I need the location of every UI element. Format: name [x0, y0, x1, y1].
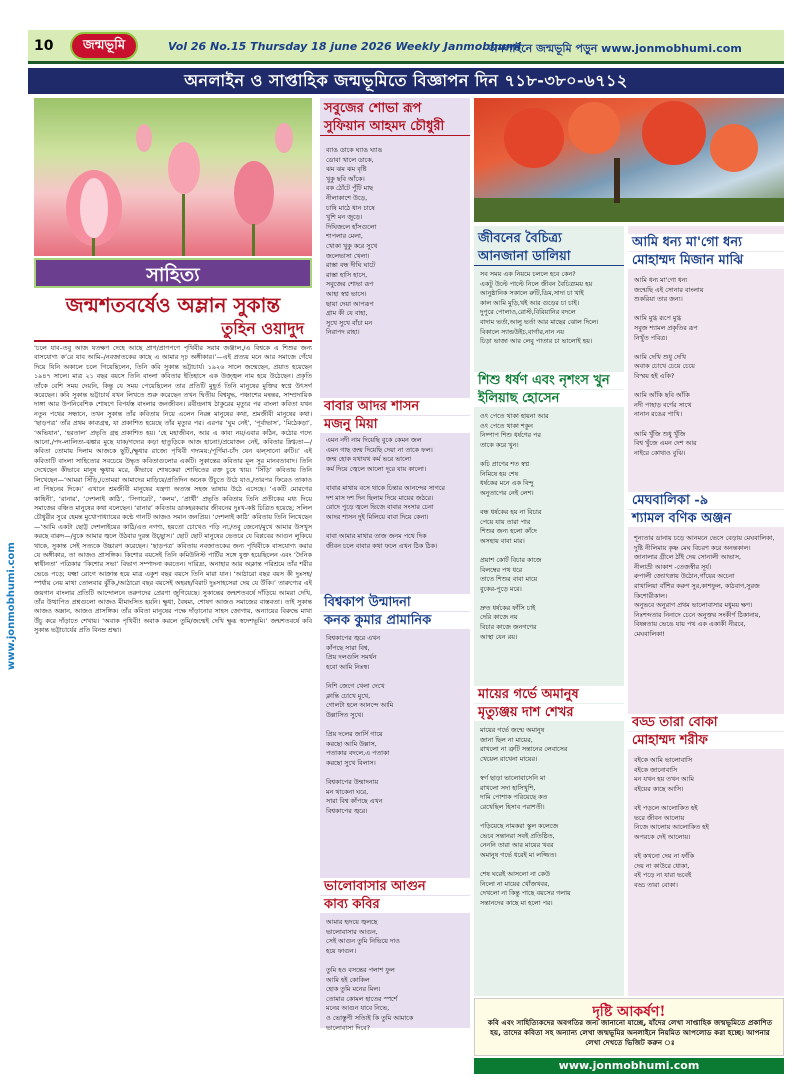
poem-author: সুফিয়ান আহমদ চৌধুরী	[320, 118, 470, 136]
poem-title: ভালোবাসার আগুন	[320, 878, 470, 895]
poem-title: আমি ধন্য মা'গো ধন্য	[628, 234, 784, 251]
poem-text: আমার হৃদয়ে জ্বলছে ভালোবাসার আগুন, সেই আগুন তুমি নিভিয়ে দাও হয়ে ফাগুন। তুমি হও বসন্তের পলাশ ফুল আমি হই কোকিল হোক তুমি মনের মিল। তোমার কোমল হাতের স্পর্শে মনের আগুন যাবে নিভে, ও ভোস্তুপী সত্যিই কি তুমি আমাকে ভালোবাসা দিবে?	[326, 918, 414, 1032]
poem-author: শ্যামল বণিক অঞ্জন	[628, 510, 784, 527]
poem-text: বিশ্বকাপের জ্বরে এখন কাঁপছে সারা বিশ্ব, প্রিয় দলগুলি সমর্থন হবো আমি নিঃস্ব। নিশি জেগে খেলা দেখে ক্লান্তি চোখে মুখে, গোলটা হলে আনন্দে আমি উল্লাসিত সুখে। প্রিয় দলের জার্সি গায়ে করছো আমি উল্লাস, পতাকার বদলে,এ পতাকা করছো সুখে বিলাস। বিশ্বকাপের উন্মাদনায় মন থাকেনা ঘরে, সারা বিশ্ব কাঁপছে এখন বিশ্বকাপের জ্বরে।	[326, 634, 394, 815]
poem-title: মায়ের গর্ভে অমানুষ	[474, 686, 624, 703]
poem-text: শূন্যতার ডানায় চড়ে আনমনে ভেসে বেড়ায় মেঘবালিকা, দুষ্টি নীলিমায় কৃষ্ণ মেঘ বিচরণ করে অনন্তকাল। জানালার গ্রীলে ঠাঁই দেয় সোনালী আভাস, নীলাভ্রী আকাশ -তেজস্বীর সূর্য। রুপালী জ্যোৎস্নায় উঠোন,গাঁয়ের অচেনা রাখালিয়া বাঁশির করুণ সুর,কাশফুল, কাঠবাগ,সুরজ কিশোরীকাল। অনুভবে অনুরাগ প্রথম ভালোবাসার মধুময় ক্ষণ। নিঃশব্দতার নিনাদে চেনে অনুক্তর সংকীর্ণ ঠিকানায়, বিষন্নতায় ভেঙে যায় পথ এক একাকী নীরবে, মেঘবালিকা!	[634, 534, 775, 638]
poem-text: বইকে আমি ভালোবাসি বইকে জানোবাসি মন যখন হয় তখন আমি বইয়ের কাছে আসি। বই পড়লে আলোকিত হই ভরে জীবন আলোয় নিজে আলোয় আলোকিত হই অপরকে দেই আলোয়। বই কখনো দেয় না ফাঁকি দেয় না কাউরে ধোকা, বই পড়ে না যারা ভবেই বড্ড তারা বোকা।	[634, 756, 709, 889]
poem-text: সব সময় এক নিয়মে চললে হবে কেন? একটু উল্টে পাল্টে নিলে জীবন বৈচিত্র্যময় হয় আনুষ্ঠানিক সকালে রুটি,ডিম,সাদা চা খাই কাল আমি মুড়ি,খই আর গুড়ের চা চাই। দুপুরে পোলাও,রোস্ট,বিরিয়ানির বদলে বাদাম ভর্তা,আলু ভর্তা আর মাছের ঝোল দিলে। বিকালে স্যান্ডউইচ,বার্গার,নান নয় চিড়া ভাজা আর লেবু পাতার চা ভালোই হয়।	[480, 270, 599, 346]
poem-author: আনজানা ডালিয়া	[474, 248, 624, 266]
footer-website-link[interactable]: www.jonmobhumi.com	[474, 1058, 784, 1074]
side-website-url: www.jonmobhumi.com	[6, 542, 17, 670]
poem-author: মোহাম্মদ মিজান মাঝি	[628, 252, 784, 269]
page-number: 10	[34, 38, 54, 54]
poem-author: মজনু মিয়া	[320, 416, 470, 433]
flame-tree-photo	[474, 98, 784, 222]
article-title: জন্মশতবর্ষেও অম্লান সুকান্ত	[65, 293, 281, 317]
lotus-photo	[34, 98, 312, 256]
newspaper-logo[interactable]: জন্মভূমি	[70, 32, 138, 60]
poem-text: ব্যাঙ ডাকে ঘ্যাঙ ঘ্যাঙ ডোবা খালে ডাকে, ঝম ঝম ঝম বৃষ্টি খুকু ছবি আঁকে। বক ঠোঁটে পুঁটি মাছ নীলাকাশে উড়ে, চাষি মাঠে ধান চাষে খুশি মন জুড়ে। দিঘিজলে হাঁসগুলো শাপলার মেলা, খোকা খুকু করে সুখে জলেভাসা খেলা। রাস্তা বন্ধ দীঘি ঘাটে রাস্তা হাসি হাসে, সবুজের শোভা রূপ আহা স্বপ্ন ভাসে। ছায়া দেয়া আপরূপ গ্রাম কী যে বাহা, সুখে সুখে বাঁচা মন নিরাপদ রাহা।	[326, 146, 383, 337]
poem-text: এমন নদী নাম দিয়েছি বুকে কেমন জল এমন গাছ জন্ম দিয়েছি দেয়া না তাকে ফল। জন্ম হোক যথাযথ কর্ম ভরে ভালো কর্ম দিয়ে জ্বেলে আলো দূরে যায় কালো। বাবার মাথায় বসে থাকে চিন্তার আনন্দের সাগরে দশ মাস দশ দিন ছিলাম দিয়ে মায়ের জঠরে। রোদে পুড়ে জ্বলে ভিজে বাবার সংসার চেনা আদর শাসন দুই মিলিয়ে বাবা দিয়ে কেনা। বাবা আমার মাথার তাজ জনম পথে দিক জীবন চলে বাবার কথা ফলে এখন ঠিক ঠিক।	[326, 436, 445, 550]
article-author: তুহিন ওয়াদুদ	[34, 318, 312, 342]
poem-title: বাবার আদর শাসন	[320, 398, 470, 415]
poem-author: মোহাম্মদ শরীফ	[628, 732, 784, 749]
poem-title: সবুজের শোভা রূপ	[324, 101, 422, 116]
poem-title: বিশ্বকাপ উন্মাদনা	[320, 594, 470, 611]
poem-author: মৃত্যুঞ্জয় দাশ শেখর	[474, 704, 624, 721]
poem-author: কনক কুমার প্রামানিক	[320, 612, 470, 629]
issue-info: Vol 26 No.15 Thursday 18 june 2026 Weekly Janmobhumi	[168, 40, 522, 53]
poem-title: জীবনের বৈচিত্র্য	[478, 231, 562, 246]
advertisement-banner: অনলাইন ও সাপ্তাহিক জন্মভূমিতে বিজ্ঞাপন দিন ৭১৮-৩৮০-৬৭১২	[28, 68, 784, 94]
poem-text: আমি ধন্য মা'গো ধন্য জন্মেছি এই সোনার বাংলায় শুকরিয়া তার জন্য। আমি মুগ্ধ রূপে মুগ্ধ সবুজ শ্যামল প্রকৃতির রূপ নিখুঁত পবিত্র। আমি দেখি শুধু দেখি অবাক চোখে চেয়ে চেয়ে বিস্ময় হই একি? আমি আঁকি ছবি আঁকি নদী পাহাড় বর্ণের সাথে নানান রঙের পাখি। আমি খুঁজি শুধু খুঁজি বিশ্ব খুঁজে এমন দেশ আর নাইরে কোথাও বুঝি।	[634, 276, 704, 457]
poem-author: ইলিয়াছ হোসেন	[474, 390, 624, 407]
notice-title: দৃষ্টি আকর্ষণ!	[592, 1004, 666, 1020]
poem-title: শিশু ধর্ষণ এবং নৃশংস খুন	[474, 372, 624, 389]
notice-body: কবি এবং সাহিত্যিকদের অবগতির জন্য জানানো যাচ্ছে, যাঁদের লেখা সাপ্তাহিক জন্মভূমিতে প্রকাশিত হয়, তাদের কবিতা সহ অন্যান্য লেখা জন্মভূমির অনলাইনে নিয়মিত আপলোড করা হচ্ছে। আপনার লেখা দেখতে ভিজিট করুন ঃ	[487, 1018, 773, 1047]
poem-text: ওৎ পেতে থাকা হায়না আর ওৎ পেতে থাকা শকুন নিষ্পাপ শিশু ধর্ষণের পর তাকে করে খুন। কচি প্রাণের শত স্বপ্ন নিমিষে হয় শেষ ধর্ষকের মনে এক বিন্দু অনুতাপের নেই লেশ। বন্ধ ধর্ষকের হয় না বিচার পেয়ে যায় তারা পার শিশুর জন্য হলো কাঁদে অসহায় বাবা মার। প্রয়াশ কোর্ট বিচার কাজে বিলম্বের পথ ধরে তাতে শিশুর বাবা মায়ে বুকের-পুড়ে মরে। দ্রুত ধর্ষকের ফাঁসি চাই দেরি কাজে নয় বিচার কাজে জনগণের আস্থা যেন রয়।	[480, 412, 549, 641]
poem-title: মেঘবালিকা -৯	[628, 492, 784, 509]
website-link[interactable]: অনলাইনে জন্মভূমি পড়ুন www.jonmobhumi.com	[488, 42, 742, 55]
poem-title: বড্ড তারা বোকা	[628, 714, 784, 731]
article-body: ‘চলে যাব–তবু আজ যতক্ষণ দেহে আছে প্রাণ/প্রাণপণে পৃথিবীর সরাব জঞ্জাল,/এ বিশ্বকে এ শিশুর জন্য বাসযোগ্য ক’রে যাব আমি–/নবজাতকের কাছে এ আমার দৃঢ় অঙ্গীকার।’—এই প্রত্যয় মনে আর সমাজে গেঁথে দিয়ে যিনি অকালে চলে গিয়েছিলেন, তিনি কবি সুকান্ত ভট্টাচার্য। ১৯২৬ সালে জন্মেছেন, প্রয়াত হয়েছেন ১৯৪৭ সালে। মাত্র ২১ বছর বয়সে তিনি বাংলা কবিতার ইতিহাসে এক উজ্জ্বল নাম হয়ে উঠেছেন। প্রকৃতি তাঁকে বেশি সময় দেয়নি, কিন্তু যে সময় পেয়েছিলেন তার প্রতিটি মুহূর্ত তিনি মানুষের মুক্তির স্বপ্নে উৎসর্গ করেছেন। কবি সুকান্ত ভট্টাচার্য যখন লিখতে শুরু করেছেন তখন দ্বিতীয় বিশ্বযুদ্ধ, পঞ্চাশের মন্বন্তর, সাম্প্রদায়িক দাঙ্গা আর উপনিবেশিক শোষণে বিপর্যস্ত বাংলার জনজীবন। রবীন্দ্রনাথ ঠাকুরের মৃত্যুর পর বাংলা কবিতা যখন নতুন পথের সন্ধানে, তখন সুকান্ত তাঁর কবিতায় নিয়ে এলেন নিরন্ন মানুষের কথা, শ্রমজীবী মানুষের কথা। ‘ছাড়পত্র’ তাঁর প্রথম কাব্যগ্রন্থ, যা প্রকাশিত হয়েছে তাঁর মৃত্যুর পর। এরপর ‘ঘুম নেই’, ‘পূর্বাভাস’, ‘মিঠেকড়া’, ‘অভিযান’, ‘হরতাল’ প্রভৃতি গ্রন্থ প্রকাশিত হয়। ‘হে মহাজীবন, আর এ কাব্য নয়/এবার কঠিন, কঠোর গদ্যে আনো,/পদ-লালিত্য-ঝঙ্কার মুছে যাক/গদ্যের কড়া হাতুড়িকে আজ হানো!/প্রয়োজন নেই, কবিতার স্নিগ্ধতা—/কবিতা তোমায় দিলাম আজকে ছুটি,/ক্ষুধার রাজ্যে পৃথিবী গদ্যময়:/পূর্ণিমা-চাঁদ যেন ঝল্‌সানো রুটি॥’ এই কবিতাটি বাংলা সাহিত্যের সবচেয়ে উদ্ধৃত কবিতাগুলোর একটি। সুকান্তের কবিতার মূল সুর মানবতাবাদ। তিনি দেখেছেন কীভাবে মানুষ ক্ষুধায় মরে, কীভাবে শোষকেরা শোষিতের রক্ত চুষে খায়। ‘সিঁড়ি’ কবিতায় তিনি লিখেছেন—‘আমরা সিঁড়ি,/তোমরা আমাদের মাড়িয়ে/প্রতিদিন অনেক উঁচুতে উঠে যাও,/তারপর ফিরেও তাকাও না পিছনের দিকে।’ এখানে শ্রমজীবী মানুষের যন্ত্রণা অত্যন্ত সহজ ভাষায় উঠে এসেছে। ‘একটি মোরগের কাহিনী’, ‘রানার’, ‘দেশলাই কাঠি’, ‘সিগারেট’, ‘কলম’, ‘প্রার্থী’ প্রভৃতি কবিতায় তিনি প্রতীকের মধ্য দিয়ে সমাজের বঞ্চিত মানুষের কথা বলেছেন। ‘রানার’ কবিতায় ডাকহরকরার জীবনের দুঃখ-কষ্ট চিত্রিত হয়েছে; সলিল চৌধুরীর সুরে হেমন্ত মুখোপাধ্যায়ের কণ্ঠে গানটি আজও সমান জনপ্রিয়। ‘দেশলাই কাঠি’ কবিতায় তিনি লিখেছেন—‘আমি একটা ছোট্ট দেশলাইয়ের কাঠি/এত নগণ্য, হয়তো চোখেও পড়ি না;/তবু জেনো/মুখে আমার উসখুস করছে বারুদ—/বুকে আমার জ্বলে উঠবার দুরন্ত উচ্ছ্বাস।’ ছোট ছোট মানুষের ভেতরে যে বিপ্লবের আগুন লুকিয়ে থাকে, সুকান্ত সেই সত্যকে উচ্চারণ করেছেন। ‘ছাড়পত্র’ কবিতায় নবজাতকের জন্য পৃথিবীকে বাসযোগ্য করার যে অঙ্গীকার, তা আজও প্রাসঙ্গিক। কিশোর বয়সেই তিনি কমিউনিস্ট পার্টির সঙ্গে যুক্ত হয়েছিলেন এবং ‘দৈনিক স্বাধীনতা’ পত্রিকার ‘কিশোর সভা’ বিভাগ সম্পাদনা করতেন। দারিদ্র্য, অনাহার আর অক্লান্ত পরিশ্রমে তাঁর শরীর ভেঙে পড়ে; যক্ষ্মা রোগে আক্রান্ত হয়ে মাত্র একুশ বছর বয়সে তিনি মারা যান। ‘আঠারো বছর বয়স কী দুঃসহ/স্পর্ধায় নেয় মাথা তোলবার ঝুঁকি,/আঠারো বছর বয়সেই অহরহ/বিরাট দুঃসাহসেরা দেয় যে উঁকি।’ তারুণ্যের এই জয়গান বাংলার প্রতিটি আন্দোলনে তরুণদের প্রেরণা জুগিয়েছে। সুকান্তের জন্মশতবর্ষে দাঁড়িয়ে আমরা দেখি, তাঁর উত্থাপিত প্রশ্নগুলো আজও মীমাংসিত হয়নি। ক্ষুধা, বৈষম্য, শোষণ আজও সমাজের বাস্তবতা। তাই সুকান্ত আজও অম্লান, আজও প্রাসঙ্গিক। তাঁর কবিতা মানুষের পক্ষে দাঁড়ানোর সাহস জোগায়, অন্যায়ের বিরুদ্ধে মাথা উঁচু করে দাঁড়াতে শেখায়। ‘অবাক পৃথিবী! অবাক করলে তুমি/জন্মেই দেখি ক্ষুব্ধ স্বদেশভূমি।’ জন্মশতবর্ষে কবি সুকান্ত ভট্টাচার্যের প্রতি বিনম্র শ্রদ্ধা।	[34, 344, 312, 635]
poem-author: কাব্য কবির	[320, 896, 470, 913]
section-label: সাহিত্য	[34, 258, 312, 288]
poem-text: মায়ের গর্ভে জন্মে অমানুষ জানা ছিল না মায়ের, রাখলো না ত্রুটি সন্তানের লেবাসের খেয়েল রাখেনা মায়ের। স্বর্গ ছাড়া ভালোবাসেনি মা রাখলো সদা হাসিখুশি, দামি পোশাক পরিয়েছে কত রেখেছিল হিসাব পরাশতী। পড়িয়েছে নামকরা স্কুল কলেজে ভেবে সন্তানরা সবই প্রতিষ্ঠিত, নেননি তারা আর মায়ের খবর অমানুষ গর্ভে ধরেই মা লজ্জিত। শেষ ঘরেই আসলো না কেউ নিলো না মায়ের খোঁজখবর, দেখলো না কিন্তু পাছে বয়সের গলায় সন্তানদের কাছে মা হলো পর।	[480, 726, 571, 907]
